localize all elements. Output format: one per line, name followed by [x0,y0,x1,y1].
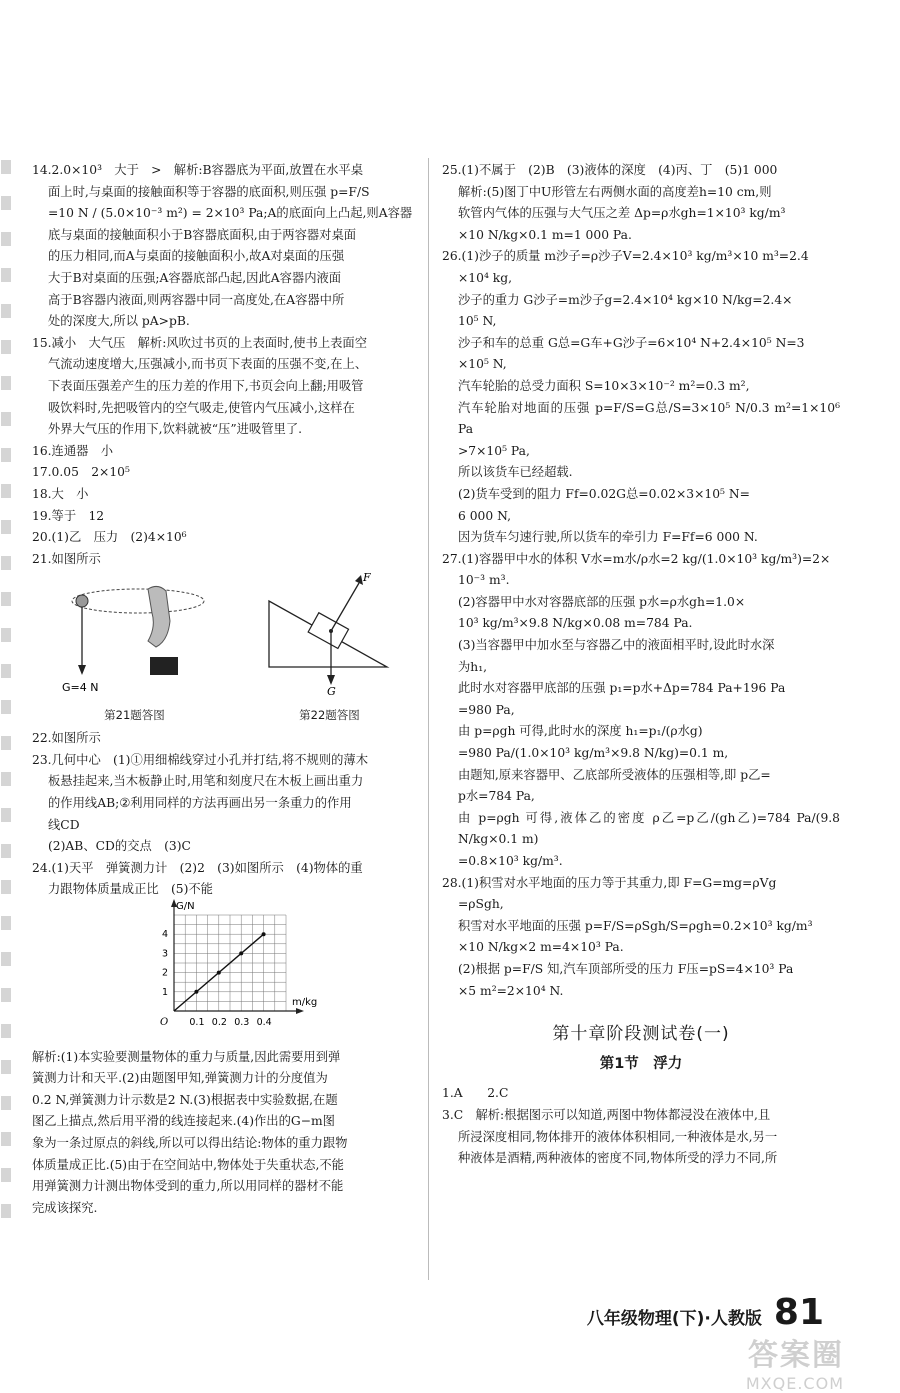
g-m-graph [152,901,422,1039]
y-tick-label: 3 [162,948,169,960]
answer-16: 16.连通器 小 [32,443,114,458]
y-tick-label: 2 [162,967,169,979]
answer-17: 17.0.05 2×10⁵ [32,465,130,480]
watermark-logo-text: 答案圈 [748,1338,844,1373]
answer-28: 28.(1)积雪对水平地面的压力等于其重力,即 F=G=mg=ρVg =ρSgh, 积雪对水平地面的压强 p=F/S=ρSgh/S=ρgh=0.2×10³ kg/m³ ×10 N/kg×2 m=4×10³ Pa. (2)根据 p=F/S 知,汽车顶部所受的压力 F压=pS=4×10³ Pa ×5 m²=2×10⁴ N. [442,875,813,998]
x-tick-label: 0.1 [189,1017,205,1029]
data-point [262,932,266,936]
origin-label: O [160,1017,169,1029]
figure-22-force-label: F [362,571,371,585]
right-column [442,160,840,1170]
data-point [194,990,198,994]
answer-18: 18.大 小 [32,486,89,501]
figure-22-gravity-label: G [326,685,336,699]
watermark-url: MXQE.COM [745,1374,844,1393]
figure-22-caption: 第22题答图 [299,707,360,722]
answer-23: 23.几何中心 (1)①用细棉线穿过小孔并打结,将不规则的薄木 板悬挂起来,当木板静止时,用笔和刻度尺在木板上画出重力 的作用线AB;②利用同样的方法再画出另一条重力的作用 线CD (2)AB、CD的交点 (3)C [32,752,369,854]
figure-21-caption: 第21题答图 [104,707,165,722]
x-axis-label: m/kg [292,997,318,1009]
book-title: 八年级物理(下)·人教版 [586,1309,762,1329]
answer-22: 22.如图所示 [32,731,101,746]
answer-20: 20.(1)乙 压力 (2)4×10⁶ [32,530,187,545]
column-divider [428,158,429,1280]
figure-21-drawing [60,571,210,697]
answer-1-2: 1.A 2.C [442,1086,509,1101]
y-tick-label: 4 [162,929,169,941]
x-tick-label: 0.2 [211,1017,227,1029]
answer-25: 25.(1)不属于 (2)B (3)液体的深度 (4)丙、丁 (5)1 000 解析:(5)图丁中U形管左右两侧水面的高度差h=10 cm,则 软管内气体的压强与大气压之差 Δp=ρ水gh=1×10³ kg/m³ ×10 N/kg×0.1 m=1 000 Pa. [442,163,786,242]
answer-3: 3.C 解析:根据图示可以知道,两图中物体都浸没在液体中,且 所浸深度相同,物体排开的液体体积相同,一种液体是水,另一 种液体是酒精,两种液体的密度不同,物体所受的浮力不同,所 [442,1107,778,1166]
answer-26: 26.(1)沙子的质量 m沙子=ρ沙子V=2.4×10³ kg/m³×10 m³=2.4 ×10⁴ kg, 沙子的重力 G沙子=m沙子g=2.4×10⁴ kg×10 N/kg=2.4× 10⁵ N, 沙子和车的总重 G总=G车+G沙子=6×10⁴ N+2.4×10⁵ N=3 ×10⁵ N, 汽车轮胎的总受力面积 S=10×3×10⁻² m²=0.3 m², 汽车轮胎对地面的压强 p=F/S=G总/S=3×10⁵ N/0.3 m²=1×10⁶ Pa >7×10⁵ Pa, 所以该货车已经超载. (2)货车受到的阻力 Ff=0.02G总=0.02×3×10⁵ N= 6 000 N, 因为货车匀速行驶,所以货车的牵引力 F=Ff=6 000 N. [442,249,840,545]
watermark [746,1330,844,1393]
answer-19: 19.等于 12 [32,508,105,523]
g-m-graph-svg [152,901,318,1031]
y-axis-label: G/N [176,901,195,913]
page-footer [587,1292,824,1333]
answer-15: 15.减小 大气压 解析:风吹过书页的上表面时,使书上表面空 气流动速度增大,压强减小,而书页下表面的压强不变,在上、 下表面压强差产生的压力差的作用下,书页会向上翻;用吸管 吸饮料时,先把吸管内的空气吸走,使管内气压减小,这样在 外界大气压的作用下,饮料就被“压”进吸管里了. [32,335,368,437]
figure-22-drawing [265,571,395,697]
y-tick-label: 1 [162,986,169,998]
figure-22 [265,571,395,726]
binding-edge-text [0,160,12,1280]
answer-24: 24.(1)天平 弹簧测力计 (2)2 (3)如图所示 (4)物体的重 力跟物体质量成正比 (5)不能 [32,860,363,897]
x-tick-label: 0.4 [256,1017,272,1029]
answer-21: 21.如图所示 [32,551,101,566]
answer-24-explanation: 解析:(1)本实验要测量物体的重力与质量,因此需要用到弹 簧测力计和天平.(2)由题图甲知,弹簧测力计的分度值为 0.2 N,弹簧测力计示数是2 N.(3)根据表中实验数据,在题 图乙上描点,然后用平滑的线连接起来.(4)作出的G−m图 象为一条过原点的斜线,所以可以得出结论:物体的重力跟物 体质量成正比.(5)由于在空间站中,物体处于失重状态,不能 用弹簧测力计测出物体受到的重力,所以用同样的器材不能 完成该探究. [32,1049,348,1215]
answer-figures [32,571,422,726]
data-point [217,971,221,975]
answer-27: 27.(1)容器甲中水的体积 V水=m水/ρ水=2 kg/(1.0×10³ kg/m³)=2× 10⁻³ m³. (2)容器甲中水对容器底部的压强 p水=ρ水gh=1.0× 10³ kg/m³×9.8 N/kg×0.08 m=784 Pa. (3)当容器甲中加水至与容器乙中的液面相平时,设此时水深 为h₁, 此时水对容器甲底部的压强 p₁=p水+Δp=784 Pa+196 Pa =980 Pa, 由 p=ρgh 可得,此时水的深度 h₁=p₁/(ρ水g) =980 Pa/(1.0×10³ kg/m³×9.8 N/kg)=0.1 m, 由题知,原来容器甲、乙底部所受液体的压强相等,即 p乙= p水=784 Pa, 由 p=ρgh 可得,液体乙的密度 ρ乙=p乙/(gh乙)=784 Pa/(9.8 N/kg×0.1 m) =0.8×10³ kg/m³. [442,551,840,868]
data-point [239,951,243,955]
section-title: 第1节 浮力 [599,1055,683,1072]
page-number: 81 [773,1292,824,1333]
figure-21 [60,571,210,726]
chapter-title: 第十章阶段测试卷(一) [552,1024,730,1045]
figure-21-weight-label: G=4 N [61,681,98,695]
x-tick-label: 0.3 [234,1017,250,1029]
left-column [32,160,422,1219]
answer-14: 14.2.0×10³ 大于 > 解析:B容器底为平面,放置在水平桌 面上时,与桌面的接触面积等于容器的底面积,则压强 p=F/S =10 N / (5.0×10⁻³ m²) = 2×10³ Pa;A的底面向上凸起,则A容器 底与桌面的接触面积小于B容器底面积,由于两容器对桌面 的压力相同,而A与桌面的接触面积小,故A对桌面的压强 大于B对桌面的压强;A容器底部凸起,因此A容器内液面 高于B容器内液面,则两容器中同一高度处,在A容器中所 处的深度大,所以 pA>pB. [32,163,413,329]
x-axis-arrow [296,1008,304,1014]
